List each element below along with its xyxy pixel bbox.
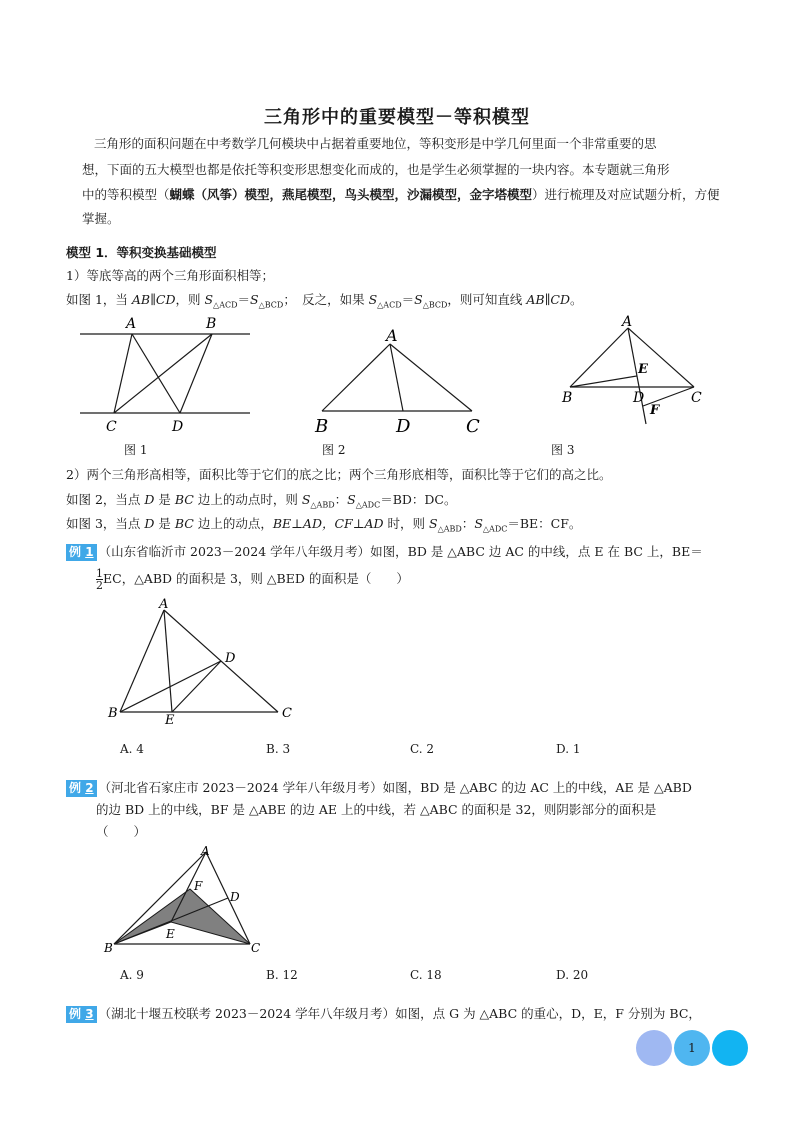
label-a: A [201, 844, 210, 858]
label-e: E [165, 713, 175, 728]
text: 如图 1，当 [66, 292, 132, 307]
figure-3-caption: 图 3 [551, 443, 575, 457]
math-sub: △BCD [422, 300, 448, 310]
side-ab [570, 328, 628, 387]
label-d: D [230, 890, 240, 904]
label-c: C [691, 390, 702, 406]
math-sub: △ACD [377, 300, 402, 310]
math-sub: △ABD [437, 524, 462, 534]
math: D [144, 492, 155, 507]
example-1-figure [102, 596, 302, 728]
label-c: C [466, 416, 480, 437]
label-b: B [315, 416, 329, 437]
label-e: E [638, 362, 648, 377]
label-a: A [622, 314, 633, 330]
math: D [144, 516, 155, 531]
model1-p4: 如图 2，当点 D 是 BC 边上的动点时，则 $S_{\triangle ABD}$：$S_{\triangle ADC}=BD$：DC。 [66, 492, 457, 510]
label-d: D [396, 416, 411, 437]
model1-p3: 2）两个三角形高相等，面积比等于它们的底之比；两个三角形底相等，面积比等于它们的高之比。 [66, 467, 612, 482]
side-ac [390, 344, 472, 411]
segment [132, 334, 180, 413]
example-1-choice-b[interactable]: B. 3 [266, 742, 291, 756]
text: EC，△ABD 的面积是 3，则 △BED 的面积是（ ） [103, 571, 409, 586]
text: ＝ [237, 292, 251, 307]
text: （河北省石家庄市 2023－2024 学年八年级月考）如图，BD 是 △ABC 的边 AC 上的中线，AE 是 △ABD [98, 780, 692, 795]
label-b: B [104, 941, 113, 955]
segment [180, 334, 212, 413]
example-1-line-2 [96, 568, 736, 591]
label-d: D [172, 419, 184, 435]
text: 。 [569, 292, 583, 307]
label-f: F [650, 403, 660, 418]
example-1-choice-c[interactable]: C. 2 [410, 742, 435, 756]
figure-1 [78, 312, 258, 437]
page-indicator [636, 1030, 756, 1066]
math: S [347, 492, 356, 507]
math: S [204, 292, 214, 307]
side-ab [120, 610, 164, 712]
math: S [414, 292, 423, 307]
figure-2 [310, 322, 490, 437]
text: ＝BD：DC。 [380, 492, 457, 507]
figure-3 [555, 312, 715, 427]
example-2-badge [66, 780, 97, 797]
badge-number: 3 [85, 1007, 94, 1021]
text: （山东省临沂市 2023－2024 学年八年级月考）如图，BD 是 △ABC 边 AC 的中线，点 E 在 BC 上，BE＝ [98, 544, 703, 559]
math: S [368, 292, 378, 307]
segment-ed [172, 661, 221, 712]
example-2-choice-c[interactable]: C. 18 [410, 968, 442, 982]
example-2-line-2: 的边 BD 上的中线，BF 是 △ABE 的边 AE 上的中线，若 △ABC 的面积是 32，则阴影部分的面积是 [96, 802, 657, 817]
intro-text: ）进行梳理及对应试题分析，方便 [532, 187, 720, 202]
math: BE⊥AD，CF⊥AD [272, 516, 384, 531]
math: S [474, 516, 483, 531]
label-b: B [108, 706, 118, 721]
math: S [428, 516, 438, 531]
example-1-choice-d[interactable]: D. 1 [556, 742, 581, 756]
label-f: F [194, 879, 203, 893]
page-title: 三角形中的重要模型－等积模型 [264, 107, 530, 128]
example-3-badge [66, 1006, 97, 1023]
model1-heading: 模型 1．等积变换基础模型 [66, 245, 217, 260]
label-a: A [126, 316, 137, 332]
decor-circle [712, 1030, 748, 1066]
text: （湖北十堰五校联考 2023－2024 学年八年级月考）如图，点 G 为 △ABC 的重心，D，E，F 分别为 BC， [98, 1006, 701, 1021]
intro-line-4: 掌握。 [82, 211, 120, 226]
label-e: E [166, 927, 175, 941]
fraction [96, 568, 103, 591]
badge-number: 1 [85, 545, 94, 559]
label-c: C [251, 941, 261, 955]
text: 边上的动点， [193, 516, 273, 531]
text: 时，则 [383, 516, 429, 531]
model1-p1: 1）等底等高的两个三角形面积相等； [66, 268, 274, 283]
label-c: C [282, 706, 292, 721]
text: ，则可知直线 [447, 292, 527, 307]
segment-ad [390, 344, 403, 411]
figure-2-caption: 图 2 [322, 443, 346, 457]
segment-ae [164, 610, 172, 712]
label-c: C [106, 419, 117, 435]
example-2-choice-b[interactable]: B. 12 [266, 968, 298, 982]
math-sub: △ADC [355, 500, 381, 510]
badge-number: 2 [85, 781, 94, 795]
math: BC [174, 516, 194, 531]
label-d: D [225, 651, 236, 666]
intro-line-3 [82, 185, 722, 205]
example-2-line-3: （ ） [96, 824, 147, 839]
segment-be [570, 376, 637, 387]
badge-label: 例 [69, 545, 82, 559]
text: 是 [154, 492, 175, 507]
figure-1-caption: 图 1 [124, 443, 148, 457]
math-sub: △ABD [310, 500, 335, 510]
math: S [250, 292, 259, 307]
text: 如图 3，当点 [66, 516, 145, 531]
label-b: B [562, 390, 573, 406]
intro-line-1: 三角形的面积问题在中考数学几何模块中占据着重要地位，等积变形是中学几何里面一个非常重要的思 [94, 136, 657, 151]
label-d: D [633, 390, 645, 406]
page-number: 1 [674, 1030, 710, 1066]
math-sub: △ACD [213, 300, 238, 310]
side-ab [322, 344, 390, 411]
math-sub: △BCD [258, 300, 284, 310]
badge-label: 例 [69, 781, 82, 795]
badge-label: 例 [69, 1007, 82, 1021]
text: ＝ [401, 292, 415, 307]
math: S [301, 492, 311, 507]
denominator: 2 [96, 579, 103, 592]
label-a: A [159, 597, 169, 612]
math: AB∥CD [526, 292, 570, 307]
example-2-line-1 [66, 778, 706, 798]
example-1-line-1 [66, 542, 706, 562]
example-1-choice-a[interactable]: A. 4 [120, 742, 144, 756]
text: 如图 2，当点 [66, 492, 145, 507]
text: ； 反之，如果 [283, 292, 369, 307]
math: AB∥CD [131, 292, 176, 307]
text: ＝BE：CF。 [507, 516, 582, 531]
math-sub: △ADC [482, 524, 508, 534]
intro-line-2: 想，下面的五大模型也都是依托等积变形思想变化而成的，也是学生必须掌握的一块内容。本专题就三角形 [82, 162, 670, 177]
decor-circle [636, 1030, 672, 1066]
model1-p5: 如图 3，当点 D 是 BC 边上的动点，BE⊥AD，CF⊥AD 时，则 $S_{\triangle ABD}$：$S_{\triangle ADC}=BE$：CF。 [66, 516, 582, 534]
example-2-figure [102, 842, 272, 957]
example-3-line-1 [66, 1004, 706, 1024]
text: 边上的动点时，则 [193, 492, 302, 507]
example-2-choice-a[interactable]: A. 9 [120, 968, 144, 982]
example-1-badge [66, 544, 97, 561]
numerator: 1 [96, 567, 103, 580]
math: BC [174, 492, 194, 507]
model-list: 蝴蝶（风筝）模型，燕尾模型，鸟头模型，沙漏模型，金字塔模型 [169, 187, 533, 202]
example-2-choice-d[interactable]: D. 20 [556, 968, 589, 982]
intro-text: 中的等积模型（ [82, 187, 170, 202]
text: ，则 [175, 292, 205, 307]
text: 是 [154, 516, 175, 531]
label-b: B [206, 316, 217, 332]
label-a: A [386, 326, 398, 345]
